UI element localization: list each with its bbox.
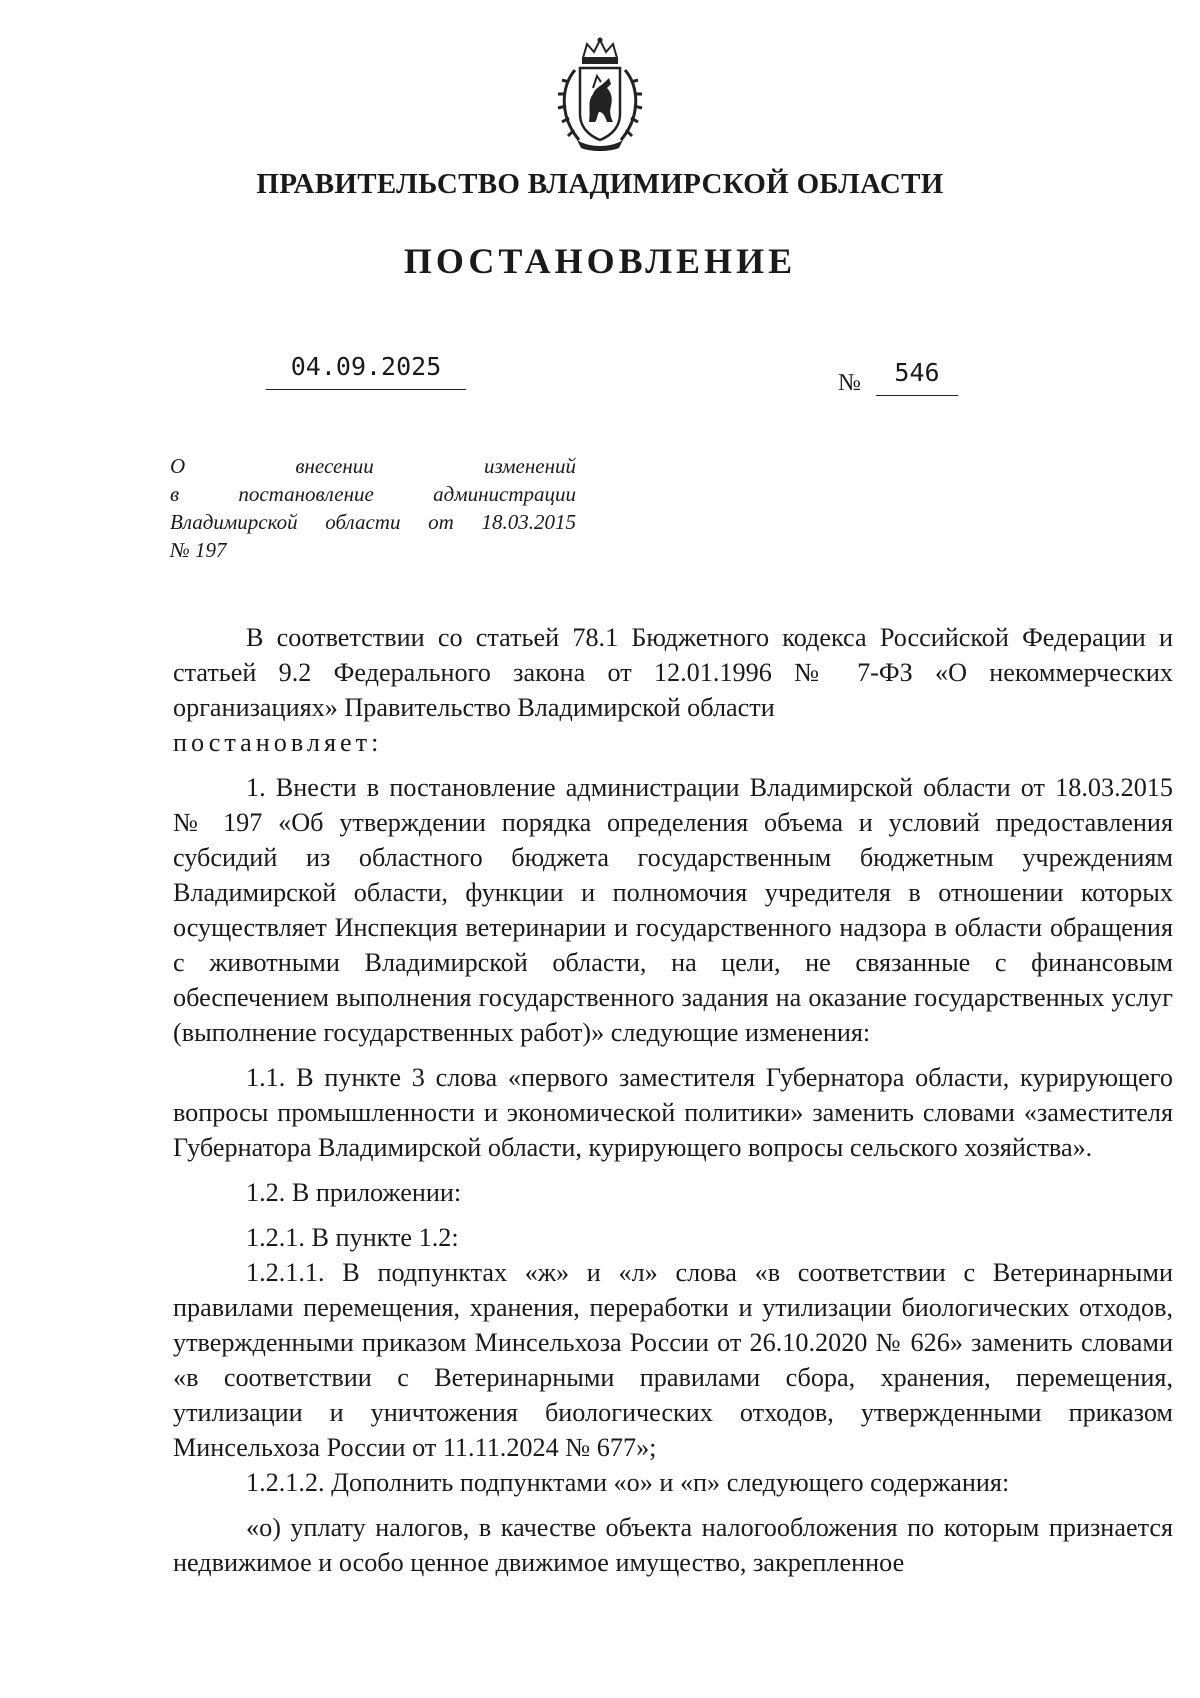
vladimir-region-coat-of-arms-icon: [553, 36, 647, 154]
document-date: 04.09.2025: [290, 352, 442, 381]
document-subject: [170, 452, 576, 564]
number-underline: [876, 395, 958, 396]
paragraph-1-2: 1.2. В приложении:: [246, 1178, 462, 1207]
document-type-title: ПОСТАНОВЛЕНИЕ: [403, 241, 797, 281]
date-underline: [266, 389, 466, 390]
subject-line: № 197: [170, 538, 227, 562]
subject-line: в постановление администрации: [170, 482, 576, 506]
paragraph-1: 1. Внести в постановление администрации Владимирской области от 18.03.2015 № 197 «Об утверждении порядка определения объема и условий предоставления субсидий из областного бюджета государственным бюджетным учреждениям Владимирской области, функции и полномочия учредителя в отношении которых осуществляет Инспекция ветеринарии и государственного надзора в области обращения с животными Владимирской области, на цели, не связанные с финансовым обеспечением выполнения государственного задания на оказание государственных услуг (выполнение государственных работ)» следующие изменения:: [173, 773, 1173, 1047]
subject-line: Владимирской области от 18.03.2015: [170, 510, 576, 534]
document-date-field: [266, 352, 466, 390]
resolves-word: постановляет:: [173, 728, 383, 757]
paragraph-1-2-1: 1.2.1. В пункте 1.2:: [246, 1223, 459, 1252]
preamble-text: В соответствии со статьей 78.1 Бюджетного кодекса Российской Федерации и статьей 9.2 Федерального закона от 12.01.1996 № 7-ФЗ «О некоммерческих организациях» Правительство Владимирской области: [173, 623, 1173, 722]
paragraph-1-2-1-1: 1.2.1.1. В подпунктах «ж» и «л» слова «в соответствии с Ветеринарными правилами перемещения, хранения, переработки и утилизации биологических отходов, утвержденными приказом Минсельхоза России от 26.10.2020 № 626» заменить словами «в соответствии с Ветеринарными правилами сбора, хранения, перемещения, утилизации и уничтожения биологических отходов, утвержденными приказом Минсельхоза России от 11.11.2024 № 677»;: [173, 1258, 1173, 1462]
subparagraph-o: «о) уплату налогов, в качестве объекта налогообложения по которым признается недвижимое и особо ценное движимое имущество, закрепленное: [173, 1513, 1173, 1577]
number-box: [876, 358, 958, 396]
document-number: 546: [894, 358, 940, 387]
paragraph-1-1: 1.1. В пункте 3 слова «первого заместителя Губернатора области, курирующего вопросы промышленности и экономической политики» заменить словами «заместителя Губернатора Владимирской области, курирующего вопросы сельского хозяйства».: [173, 1063, 1173, 1162]
preamble-paragraph: [173, 620, 1173, 760]
number-sign: №: [838, 370, 861, 396]
paragraph-1-2-1-2: 1.2.1.2. Дополнить подпунктами «о» и «п» следующего содержания:: [246, 1468, 1010, 1497]
document-body: [173, 620, 1173, 1580]
organization-title: ПРАВИТЕЛЬСТВО ВЛАДИМИРСКОЙ ОБЛАСТИ: [256, 168, 944, 200]
subject-line: О внесении изменений: [170, 454, 576, 478]
